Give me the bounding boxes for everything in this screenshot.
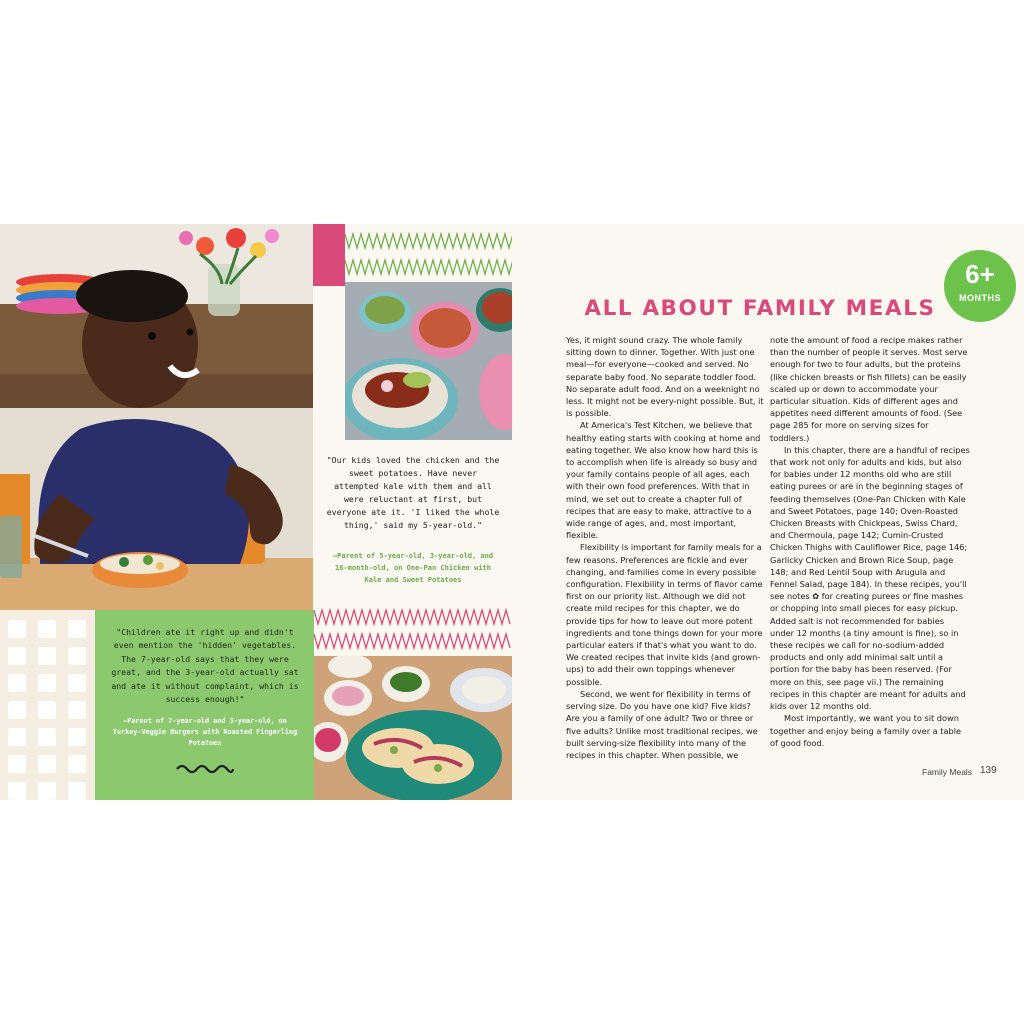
dot-square: [8, 647, 26, 665]
quote-green-attribution: —Parent of 7-year-old and 3-year-old, on Turkey-Veggie Burgers with Roasted Fingerling Potatoes: [112, 717, 298, 747]
dots-pattern-panel: [0, 610, 95, 800]
photo-bowls: [345, 282, 512, 440]
badge-unit: MONTHS: [959, 293, 1001, 303]
body-paragraph: Flexibility is important for family meals for a few reasons. Preferences are fickle and ever changing, and families come in every possible configuration. Flexibility in terms of flavor came first on our priority list. Although we did not create mild recipes for this chapter, we do provide tips for how to leave out more potent ingredients and tone things down for your more particular eaters if that's what you want to do. We created recipes that invite kids (and grown-ups) to add their own toppings whenever possible.: [566, 542, 763, 687]
dot-square: [8, 701, 26, 719]
quote-top-text: "Our kids loved the chicken and the sweet potatoes. Have never attempted kale with them and all were reluctant at first, but everyone ate it. 'I liked the whole thing,' said my 5-year-old.": [326, 455, 500, 530]
dot-square: [68, 755, 86, 773]
dot-square: [68, 728, 86, 746]
text-column-2: [770, 334, 970, 749]
dot-square: [8, 620, 26, 638]
dot-square: [8, 674, 26, 692]
zigzag-band-pink: [314, 604, 512, 656]
dot-square: [68, 782, 86, 800]
body-paragraph: At America's Test Kitchen, we believe that healthy eating starts with cooking at home and eating together. We also know how hard this is to accomplish when life is already so busy and your family contains people of all ages, each with their own food preferences. With that in mind, we set out to create a chapter full of recipes that are easy to make, attractive to a wide range of ages, and, most important, flexible.: [566, 420, 761, 541]
badge-number: 6+: [965, 259, 995, 289]
text-column-1: [566, 334, 766, 761]
dot-square: [38, 620, 56, 638]
page-title: ALL ABOUT FAMILY MEALS: [584, 296, 936, 321]
dot-square: [68, 620, 86, 638]
dot-square: [38, 701, 56, 719]
body-paragraph: note the amount of food a recipe makes rather than the number of people it serves. Most serve enough for two to four adults, but the proteins (like chicken breasts or fish fillets) can be easily scaled up or down to accommodate your particular situation. Kids of different ages and appetites need different amounts of food. (See page 285 for more on serving sizes for toddlers.): [770, 335, 968, 443]
page-number: 139: [980, 765, 997, 776]
body-paragraph: In this chapter, there are a handful of recipes that work not only for adults and kids, but also for babies under 12 months old who are still eating purees or are in the beginning stages of feeding themselves (One-Pan Chicken with Kale and Sweet Potatoes, page 140; Oven-Roasted Chicken Breasts with Chickpeas, Swiss Chard, and Chermoula, page 142; Cumin-Crusted Chicken Thighs with Cauliflower Rice, page 146; Garlicky Chicken and Brown Rice Soup, page 148; and Red Lentil Soup with Arugula and Fennel Salad, page 184). In these recipes, you'll see notes ✿ for creating purees or fine mashes or chopping into small pieces for easy pickup. Added salt is not recommended for babies under 12 months (a tiny amount is fine), so in these recipes we call for no-sodium-added products and only add minimal salt until a portion for the baby has been reserved. (For more on this, see page vii.) The remaining recipes in this chapter are meant for adults and kids over 12 months old.: [770, 444, 970, 712]
footer-section-label: Family Meals: [922, 767, 973, 777]
quote-top-attribution: —Parent of 5-year-old, 3-year-old, and 16-month-old, on One-Pan Chicken with Kale and Sweet Potatoes: [332, 552, 494, 584]
pink-accent-strip: [313, 224, 345, 286]
dot-square: [38, 782, 56, 800]
quote-top: [314, 440, 512, 604]
quote-green-text: "Children ate it right up and didn't even mention the 'hidden' vegetables. The 7-year-old says that they were great, and the 3-year-old actually sat and ate it without complaint, which is success enough!": [111, 627, 299, 705]
dot-square: [8, 782, 26, 800]
photo-child-eating: [0, 224, 313, 610]
dot-square: [38, 647, 56, 665]
quote-green-panel: [95, 610, 314, 800]
dot-square: [8, 755, 26, 773]
dot-square: [68, 674, 86, 692]
dot-square: [68, 701, 86, 719]
body-paragraph: Second, we went for flexibility in terms of serving size. Do you have one kid? Five kids? Are you a family of one adult? Two or three or five adults? Unlike most traditional recipes, we built serving-size flexibility into many of the recipes in this chapter. When possible, we: [566, 688, 758, 760]
dot-square: [8, 728, 26, 746]
dot-square: [68, 647, 86, 665]
dot-square: [38, 728, 56, 746]
body-paragraph: Yes, it might sound crazy. The whole family sitting down to dinner. Together. With just one meal—for everyone—cooked and served. No separate baby food. No separate toddler food. No separate adult food. And on a weeknight no less. It might not be every-night possible. But, it is possible.: [566, 335, 764, 419]
body-paragraph: Most importantly, we want you to sit down together and enjoy being a family over a table of good food.: [770, 713, 962, 748]
dot-square: [38, 674, 56, 692]
photo-tacos: [314, 656, 512, 800]
dot-square: [38, 755, 56, 773]
squiggle-decoration: [175, 762, 235, 776]
